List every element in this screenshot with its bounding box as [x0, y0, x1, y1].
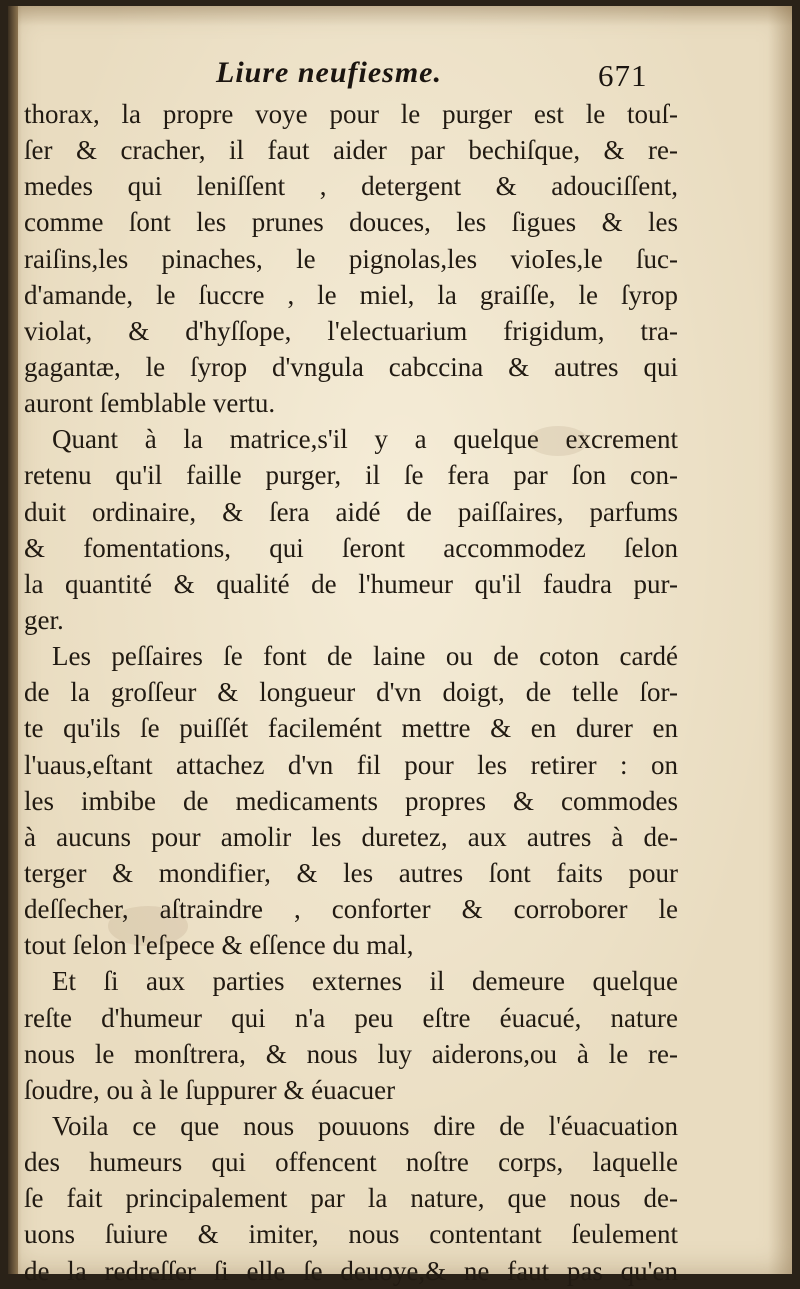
text-line: violat, & d'hyſſope, l'electuarium frigidum, tra- — [24, 315, 678, 346]
text-line: Et ſi aux parties externes il demeure quelque — [52, 966, 678, 997]
text-line: retenu qu'il faille purger, il ſe fera par ſon con- — [24, 460, 678, 491]
text-line: te qu'ils ſe puiſſét facilemént mettre & en durer en — [24, 713, 678, 744]
book-page — [8, 6, 792, 1286]
text-line: Voila ce que nous pouuons dire de l'éuacuation — [52, 1110, 678, 1141]
text-line: ſer & cracher, il faut aider par bechiſque, & re- — [24, 135, 678, 166]
text-line: nous le monſtrera, & nous luy aiderons,ou à le re- — [24, 1038, 678, 1069]
text-line: Les peſſaires ſe font de laine ou de coton cardé — [52, 641, 678, 672]
text-line: à aucuns pour amolir les duretez, aux autres à de- — [24, 821, 678, 852]
text-line: les imbibe de medicaments propres & commodes — [24, 785, 678, 816]
text-line: Quant à la matrice,s'il y a quelque excrement — [52, 424, 678, 455]
text-line: reſte d'humeur qui n'a peu eſtre éuacué, nature — [24, 1002, 678, 1033]
text-line: d'amande, le ſuccre , le miel, la graiſſe, le ſyrop — [24, 279, 678, 310]
text-line: tout ſelon l'eſpece & eſſence du mal, — [24, 930, 414, 961]
text-line: ſoudre, ou à le ſuppurer & éuacuer — [24, 1074, 396, 1105]
text-line: uons ſuiure & imiter, nous contentant ſeulement — [24, 1219, 678, 1250]
text-line: la quantité & qualité de l'humeur qu'il faudra pur- — [24, 568, 678, 599]
running-title: Liure neufiesme. — [216, 56, 442, 89]
text-line: de la groſſeur & longueur d'vn doigt, de telle ſor- — [24, 677, 678, 708]
body-text — [24, 96, 678, 1289]
page-spine-edge — [8, 6, 18, 1274]
text-line: medes qui leniſſent , detergent & adouciſſent, — [24, 171, 678, 202]
text-line: ger. — [24, 604, 64, 635]
text-line: auront ſemblable vertu. — [24, 388, 276, 419]
text-line: & fomentations, qui ſeront accommodez ſelon — [24, 532, 678, 563]
text-line: gagantæ, le ſyrop d'vngula cabccina & autres qui — [24, 351, 678, 382]
text-line: deſſecher, aſtraindre , conforter & corroborer le — [24, 894, 678, 925]
text-line: ſe fait principalement par la nature, que nous de- — [24, 1183, 678, 1214]
text-line: terger & mondifier, & les autres ſont faits pour — [24, 857, 678, 888]
text-line: duit ordinaire, & ſera aidé de paiſſaires, parfums — [24, 496, 678, 527]
page-number: 671 — [598, 58, 648, 93]
text-line: l'uaus,eſtant attachez d'vn fil pour les retirer : on — [24, 749, 678, 780]
text-line: de la redreſſer ſi elle ſe deuoye,& ne faut pas qu'en — [24, 1255, 678, 1286]
text-line: comme ſont les prunes douces, les ſigues & les — [24, 207, 678, 238]
text-line: des humeurs qui offencent noſtre corps, laquelle — [24, 1147, 678, 1178]
text-line: raiſins,les pinaches, le pignolas,les vioIes,le ſuc- — [24, 243, 678, 274]
text-line: thorax, la propre voye pour le purger est le touſ- — [24, 99, 678, 129]
